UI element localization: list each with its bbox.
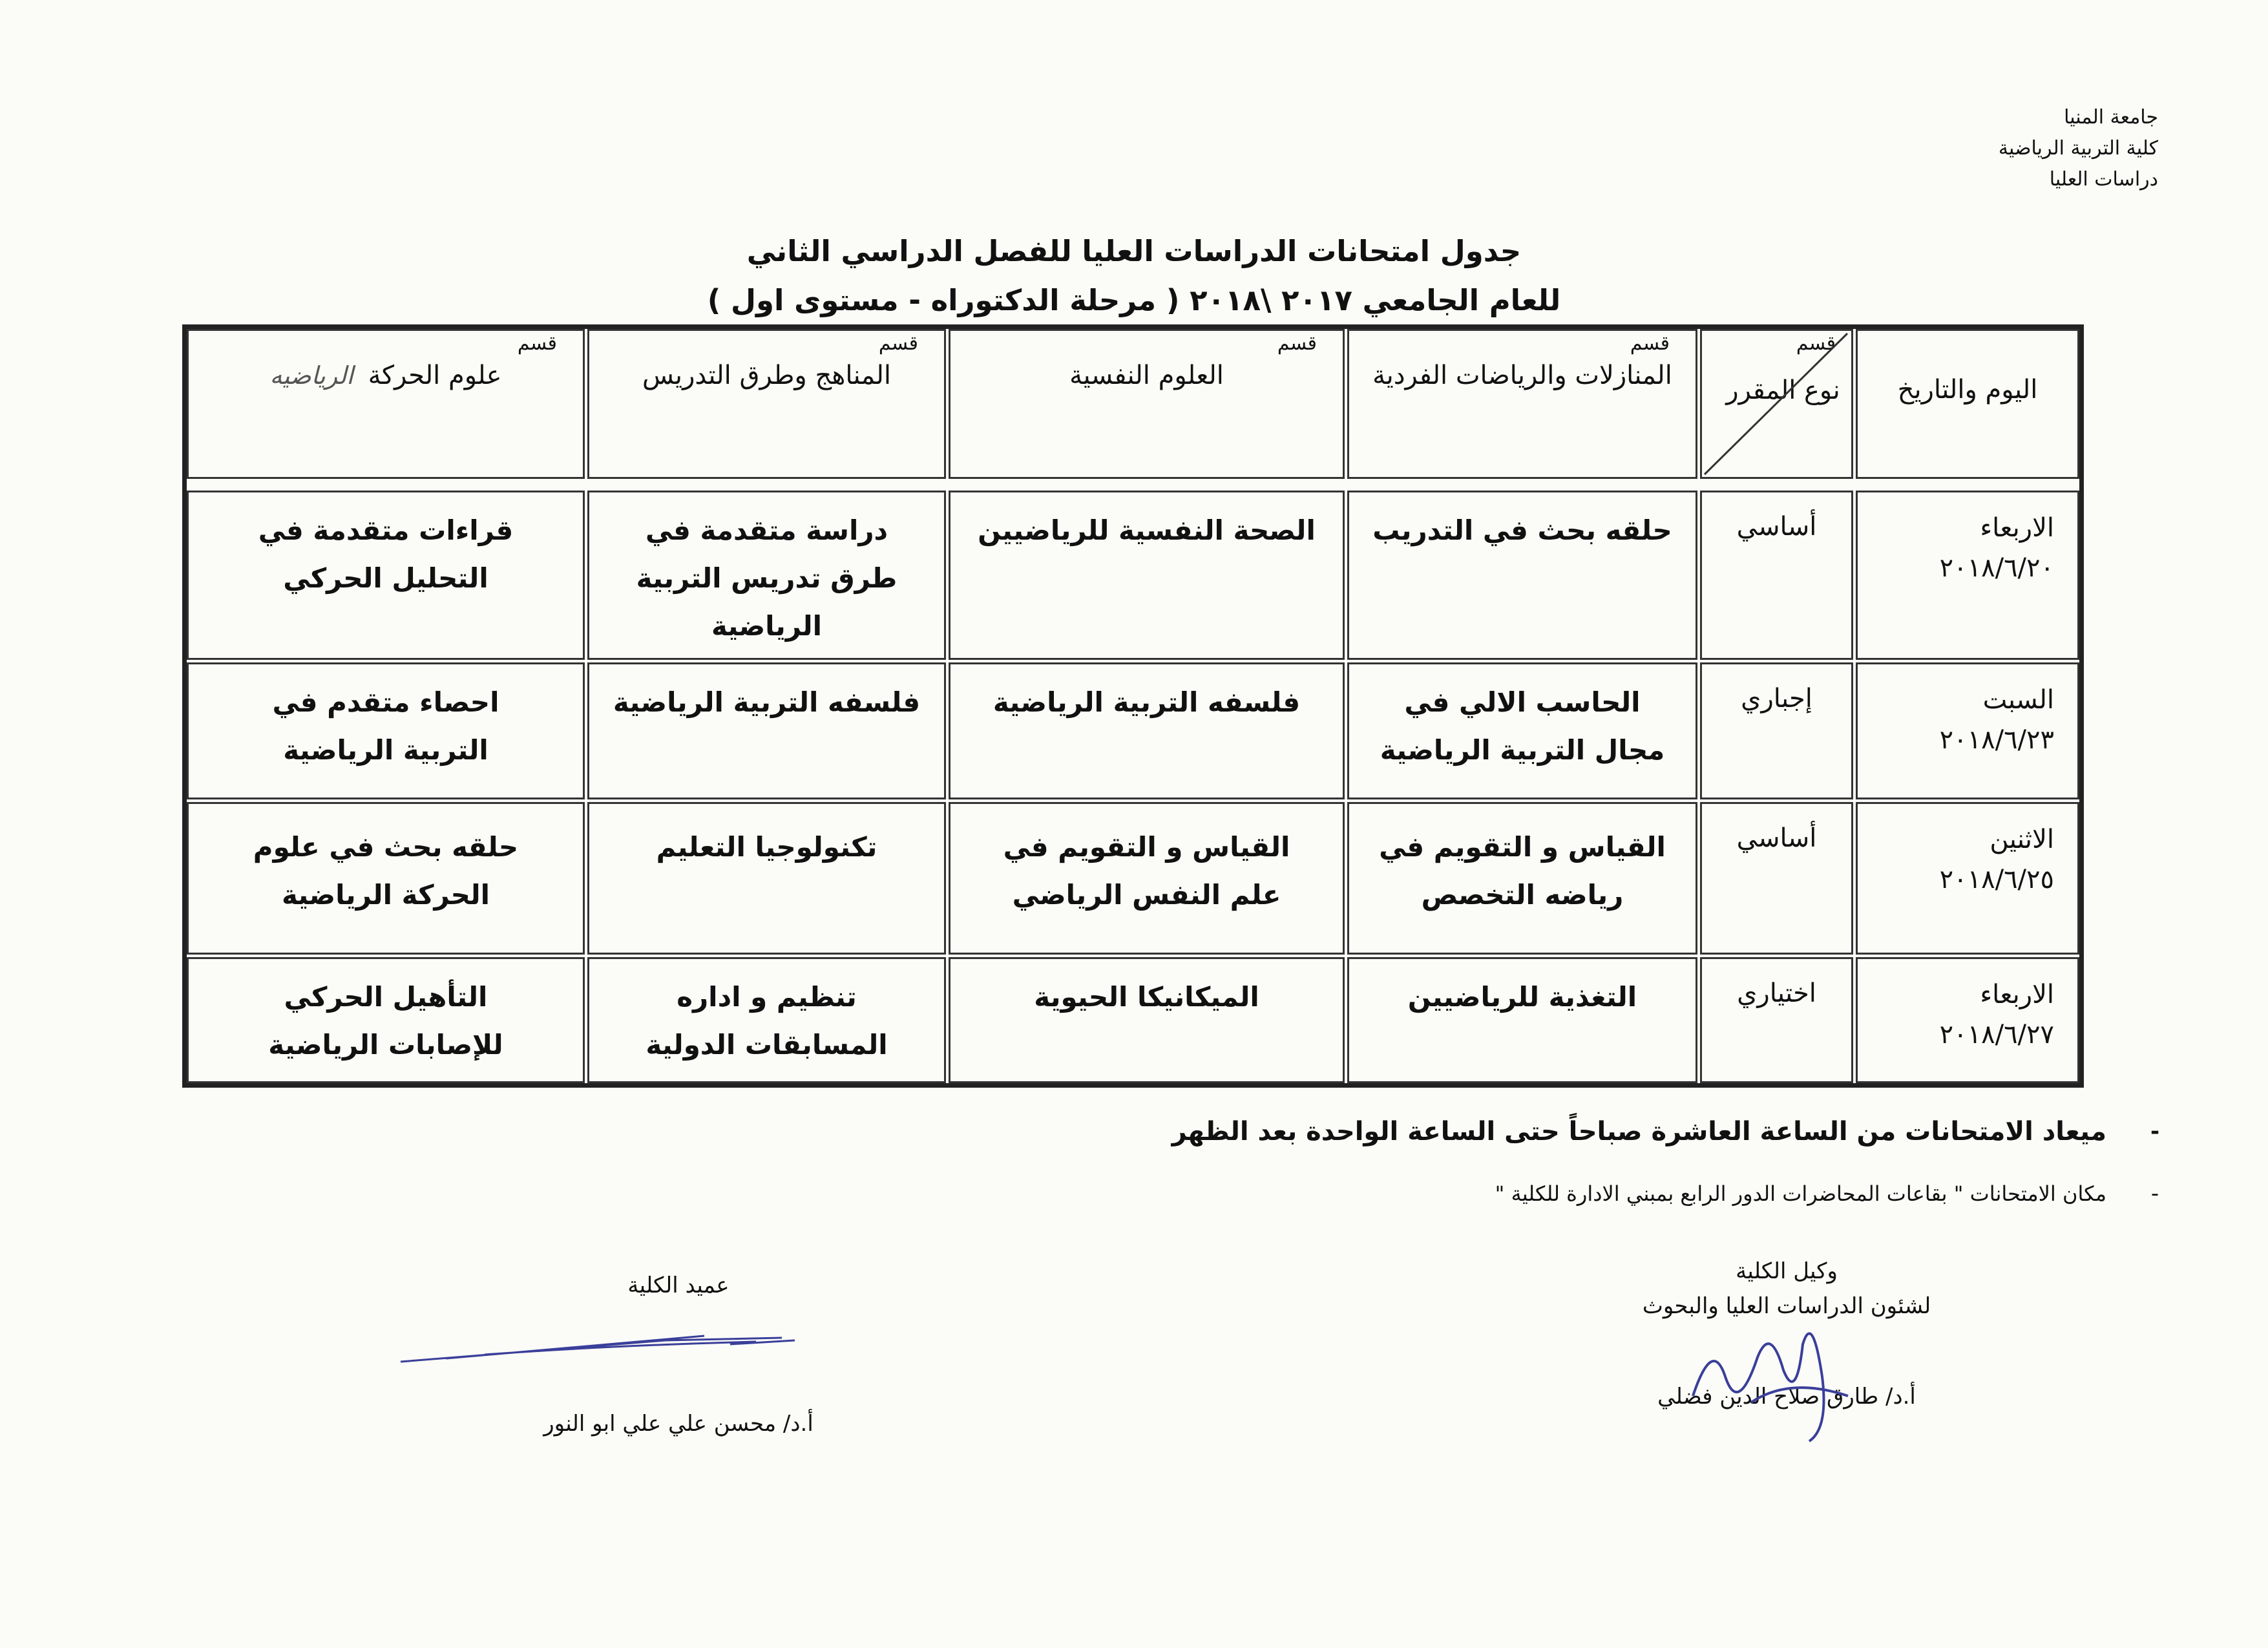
row2-course-dept1: الحاسب الالي في مجال التربية الرياضية [1347, 662, 1697, 799]
exam-schedule-table [182, 324, 2084, 1088]
vice-dean-signature-mark [1674, 1299, 1867, 1448]
row4-course-dept1: التغذية للرياضيين [1347, 957, 1697, 1083]
row1-course-dept2: الصحة النفسية للرياضيين [949, 491, 1345, 660]
exam-time-note [1172, 1117, 2171, 1146]
bullet-dash: - [2150, 1181, 2159, 1207]
dept4-label: علوم الحركة [368, 361, 502, 390]
row4-course-dept4: التأهيل الحركي للإصابات الرياضية [187, 957, 585, 1083]
header-dept-curricula: قسم المناهج وطرق التدريس [587, 329, 946, 479]
row2-course-dept4: احصاء متقدم في التربية الرياضية [187, 662, 585, 799]
dean-signature-mark [394, 1326, 834, 1371]
row4-course-dept2: الميكانيكا الحيوية [949, 957, 1345, 1083]
row4-course-dept3: تنظيم و اداره المسابقات الدولية [587, 957, 946, 1083]
university-name: جامعة المنيا [2064, 106, 2158, 129]
handwritten-annotation: الرياضيه [269, 361, 353, 390]
exam-place-note [1495, 1181, 2171, 1207]
faculty-header [1706, 102, 2158, 195]
row2-type: إجباري [1700, 662, 1853, 799]
row1-date: الاربعاء ٢٠١٨/٦/٢٠ [1856, 491, 2079, 660]
row4-type: اختياري [1700, 957, 1853, 1083]
vice-dean-subtitle: لشئون الدراسات العليا والبحوث [1642, 1293, 1931, 1319]
header-dept-movement: قسم علوم الحركة الرياضيه [187, 329, 585, 479]
row2-course-dept3: فلسفه التربية الرياضية [587, 662, 946, 799]
row3-course-dept3: تكنولوجيا التعليم [587, 802, 946, 955]
exam-time-text: ميعاد الامتحانات من الساعة العاشرة صباحاً حتى الساعة الواحدة بعد الظهر [1171, 1117, 2106, 1146]
row2-course-dept2: فلسفه التربية الرياضية [949, 662, 1345, 799]
header-day-date: اليوم والتاريخ [1856, 329, 2079, 479]
header-dept-combat: قسم المنازلات والرياضات الفردية [1347, 329, 1697, 479]
vice-dean-signature-block [1577, 1254, 1997, 1414]
document-title: جدول امتحانات الدراسات العليا للفصل الدراسي الثاني [746, 234, 1522, 268]
row1-type: أساسي [1700, 491, 1853, 660]
row3-course-dept2: القياس و التقويم في علم النفس الرياضي [949, 802, 1345, 955]
row1-course-dept3: دراسة متقدمة في طرق تدريس التربية الرياضية [587, 491, 946, 660]
row3-type: أساسي [1700, 802, 1853, 955]
row4-date: الاربعاء ٢٠١٨/٦/٢٧ [1856, 957, 2079, 1083]
vice-dean-title: وكيل الكلية [1736, 1258, 1838, 1284]
row2-date: السبت ٢٠١٨/٦/٢٣ [1856, 662, 2079, 799]
row3-course-dept4: حلقه بحث في علوم الحركة الرياضية [187, 802, 585, 955]
dean-name: أ.د/ محسن علي علي ابو النور [543, 1411, 814, 1437]
faculty-name: كلية التربية الرياضية [1998, 137, 2158, 160]
bullet-dash: - [2150, 1119, 2160, 1145]
row3-course-dept1: القياس و التقويم في رياضه التخصص [1347, 802, 1697, 955]
diagonal-divider [1702, 331, 1851, 477]
dean-signature-block [452, 1268, 905, 1441]
document-subtitle: للعام الجامعي ٢٠١٧ \٢٠١٨ ( مرحلة الدكتوراه - مستوى اول ) [707, 283, 1561, 317]
header-course-type: قسم نوع المقرر [1700, 329, 1853, 479]
header-dept-psychology: قسم العلوم النفسية [949, 329, 1345, 479]
row1-course-dept4: قراءات متقدمة في التحليل الحركي [187, 491, 585, 660]
department-name: دراسات العليا [2049, 168, 2158, 191]
vice-dean-name: أ.د/ طارق صلاح الدين فضلي [1657, 1384, 1916, 1410]
row3-date: الاثنين ٢٠١٨/٦/٢٥ [1856, 802, 2079, 955]
dean-title: عميد الكلية [627, 1273, 730, 1298]
row1-course-dept1: حلقه بحث في التدريب [1347, 491, 1697, 660]
exam-place-text: مكان الامتحانات " بقاعات المحاضرات الدور الرابع بمبني الادارة للكلية " [1495, 1181, 2106, 1206]
